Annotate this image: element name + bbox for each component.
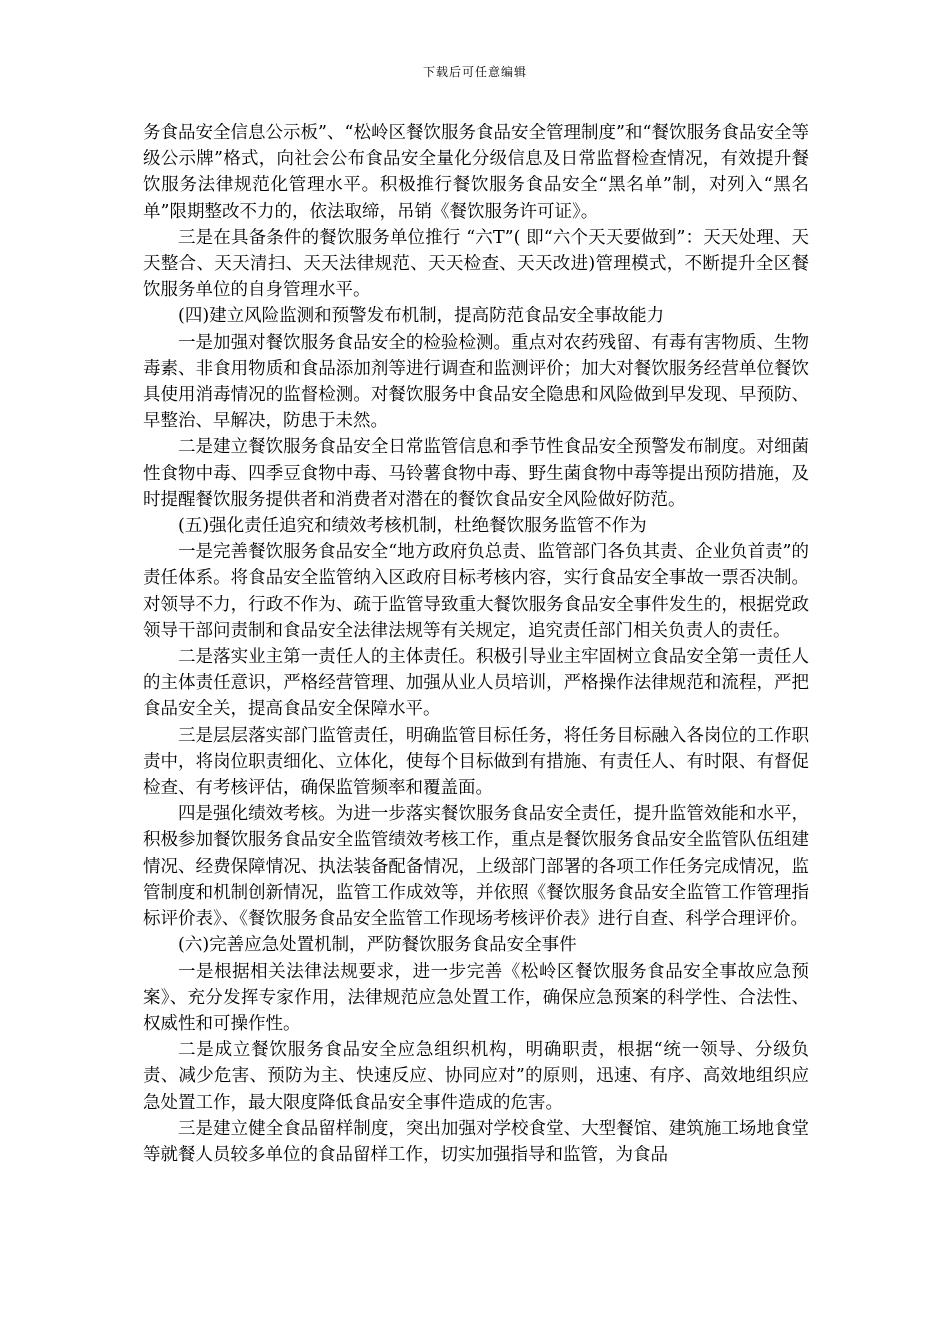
paragraph-liu-t: 三是在具备条件的餐饮服务单位推行 “六T”( 即“六个天天要做到”：天天处理、天天整合、天天清扫、天天法律规范、天天检查、天天改进)管理模式，不断提升全区餐饮服务单位的自身管理水平。 [143, 227, 809, 301]
paragraph-responsibility-system: 一是完善餐饮服务食品安全“地方政府负总责、监管部门各负其责、企业负首责”的责任体系。将食品安全监管纳入区政府目标考核内容，实行食品安全事故一票否决制。对领导不力，行政不作为、疏于监管导致重大餐饮服务食品安全事件发生的，根据党政领导干部问责制和食品安全法律法规等有关规定，追究责任部门相关负责人的责任。 [143, 542, 809, 641]
paragraph-inspection: 一是加强对餐饮服务食品安全的检验检测。重点对农药残留、有毒有害物质、生物毒素、非食用物质和食品添加剂等进行调查和监测评价；加大对餐饮服务经营单位餐饮具使用消毒情况的监督检测。对餐饮服务中食品安全隐患和风险做到早发现、早预防、早整治、早解决，防患于未然。 [143, 332, 809, 432]
paragraph-performance-review: 四是强化绩效考核。为进一步落实餐饮服务食品安全责任，提升监管效能和水平，积极参加餐饮服务食品安全监管绩效考核工作，重点是餐饮服务食品安全监管队伍组建情况、经费保障情况、执法装备配备情况，上级部门部署的各项工作任务完成情况，监管制度和机制创新情况，监管工作成效等，并依照《餐饮服务食品安全监管工作管理指标评价表》、《餐饮服务食品安全监管工作现场考核评价表》进行自查、科学合理评价。 [143, 804, 809, 930]
section-heading-5: (五)强化责任追究和绩效考核机制，杜绝餐饮服务监管不作为 [178, 516, 647, 537]
paragraph-emergency-plan: 一是根据相关法律法规要求，进一步完善《松岭区餐饮服务食品安全事故应急预案》、充分发挥专家作用，法律规范应急处置工作，确保应急预案的科学性、合法性、权威性和可操作性。 [143, 961, 809, 1034]
paragraph-department-responsibility: 三是层层落实部门监管责任，明确监管目标任务，将任务目标融入各岗位的工作职责中，将岗位职责细化、立体化，使每个目标做到有措施、有责任人、有时限、有督促检查、有考核评估，确保监管频率和覆盖面。 [143, 725, 809, 799]
paragraph-owner-responsibility: 二是落实业主第一责任人的主体责任。积极引导业主牢固树立食品安全第一责任人的主体责任意识，严格经营管理、加强从业人员培训，严格操作法律规范和流程，严把食品安全关，提高食品安全保障水平。 [143, 647, 809, 720]
document-body [143, 120, 809, 1168]
paragraph-continuation: 务食品安全信息公示板”、“松岭区餐饮服务食品安全管理制度”和“餐饮服务食品安全等级公示牌”格式，向社会公布食品安全量化分级信息及日常监督检查情况，有效提升餐饮服务法律规范化管理水平。积极推行餐饮服务食品安全“黑名单”制，对列入“黑名单”限期整改不力的，依法取缔，吊销《餐饮服务许可证》。 [143, 123, 809, 222]
section-heading-4: (四)建立风险监测和预警发布机制，提高防范食品安全事故能力 [178, 306, 665, 327]
paragraph-food-sampling: 三是建立健全食品留样制度，突出加强对学校食堂、大型餐馆、建筑施工场地食堂等就餐人员较多单位的食品留样工作，切实加强指导和监管，为食品 [143, 1118, 809, 1165]
paragraph-warning-system: 二是建立餐饮服务食品安全日常监管信息和季节性食品安全预警发布制度。对细菌性食物中毒、四季豆食物中毒、马铃薯食物中毒、野生菌食物中毒等提出预防措施，及时提醒餐饮服务提供者和消费者对潜在的餐饮食品安全风险做好防范。 [143, 437, 809, 510]
section-heading-6: (六)完善应急处置机制，严防餐饮服务食品安全事件 [178, 935, 577, 956]
page-header: 下载后可任意编辑 [422, 65, 527, 79]
paragraph-emergency-organization: 二是成立餐饮服务食品安全应急组织机构，明确职责，根据“统一领导、分级负责、减少危害、预防为主、快速反应、协同应对”的原则，迅速、有序、高效地组织应急处置工作，最大限度降低食品安全事件造成的危害。 [143, 1040, 809, 1113]
